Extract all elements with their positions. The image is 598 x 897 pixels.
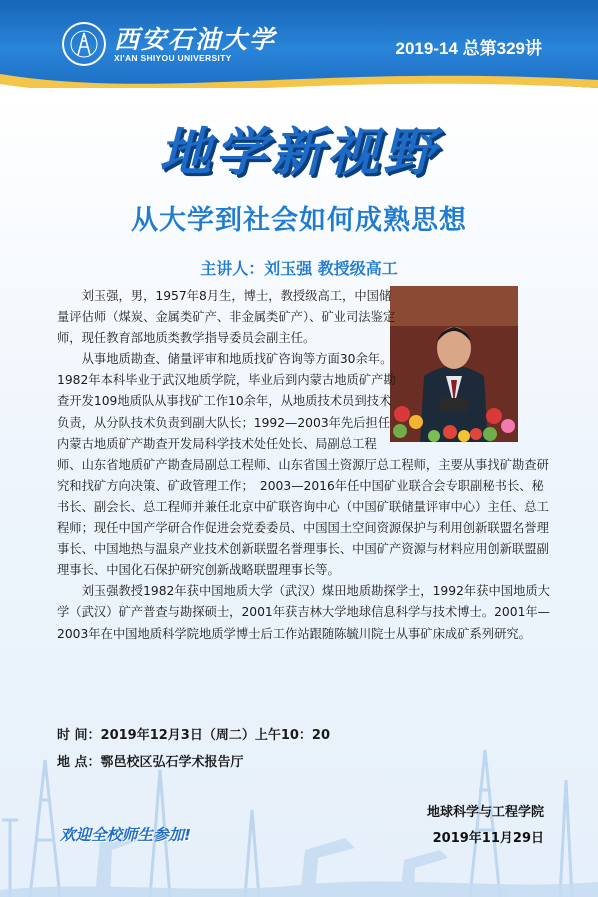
bio-paragraph-1: 刘玉强，男，1957年8月生，博士，教授级高工，中国储量评估师（煤炭、金属类矿产、非金属类矿产）、矿业司法鉴定师，现任教育部地质类教学指导委员会副主任。 xyxy=(57,289,396,346)
oilfield-silhouette-decoration xyxy=(0,690,598,897)
speaker-biography xyxy=(57,286,551,645)
welcome-message: 欢迎全校师生参加! xyxy=(60,826,192,844)
event-location: 地 点：鄠邑校区弘石学术报告厅 xyxy=(57,755,244,770)
issue-number: 2019-14 总第329讲 xyxy=(395,39,542,58)
main-title: 地学新视野 xyxy=(158,123,439,183)
publish-date: 2019年11月29日 xyxy=(432,831,544,846)
university-logo xyxy=(62,22,106,66)
photo-spacer xyxy=(401,286,551,446)
organizer: 地球科学与工程学院 xyxy=(426,805,544,820)
oil-derrick-icon xyxy=(69,29,99,59)
university-name-en: XI'AN SHIYOU UNIVERSITY xyxy=(114,53,232,63)
event-time: 时 间：2019年12月3日（周二）上午10：20 xyxy=(57,728,331,743)
bio-paragraph-3: 刘玉强教授1982年获中国地质大学（武汉）煤田地质勘探学士，1992年获中国地质大学（武汉）矿产普查与勘探硕士，2001年获吉林大学地球信息科学与技术博士。2001年—2003年在中国地质科学院地质学博士后工作站跟随陈毓川院士从事矿床成矿系列研究。 xyxy=(57,584,550,641)
bio-paragraph-2: 从事地质勘查、储量评审和地质找矿咨询等方面30余年。1982年本科毕业于武汉地质学院，毕业后到内蒙古地质矿产勘查开发109地质队从事找矿工作10余年，从地质技术员到技术负责，从分队技术负责到副大队长；1992—2003年先后担任内蒙古地质矿产勘查开发局科学技术处任处长、局副总工程师、山东省地质矿产勘查局副总工程师、山东省国土资源厅总工程师，主要从事找矿勘查研究和找矿方向决策、矿政管理工作； 2003—2016年任中国矿业联合会专职副秘书长、秘书长、副会长、总工程师并兼任北京中矿联咨询中心（中国矿联储量评审中心）主任、总工程师；现任中国产学研合作促进会党委委员、中国国土空间资源保护与利用创新联盟名誉理事长、中国地热与温泉产业技术创新联盟名誉理事长、中国矿产资源与材料应用创新联盟副理事长、中国化石保护研究创新战略联盟理事长等。 xyxy=(57,352,549,578)
university-name-cn: 西安石油大学 xyxy=(114,25,277,54)
speaker-line: 主讲人：刘玉强 教授级高工 xyxy=(200,259,398,278)
lecture-subtitle: 从大学到社会如何成熟思想 xyxy=(131,205,467,236)
